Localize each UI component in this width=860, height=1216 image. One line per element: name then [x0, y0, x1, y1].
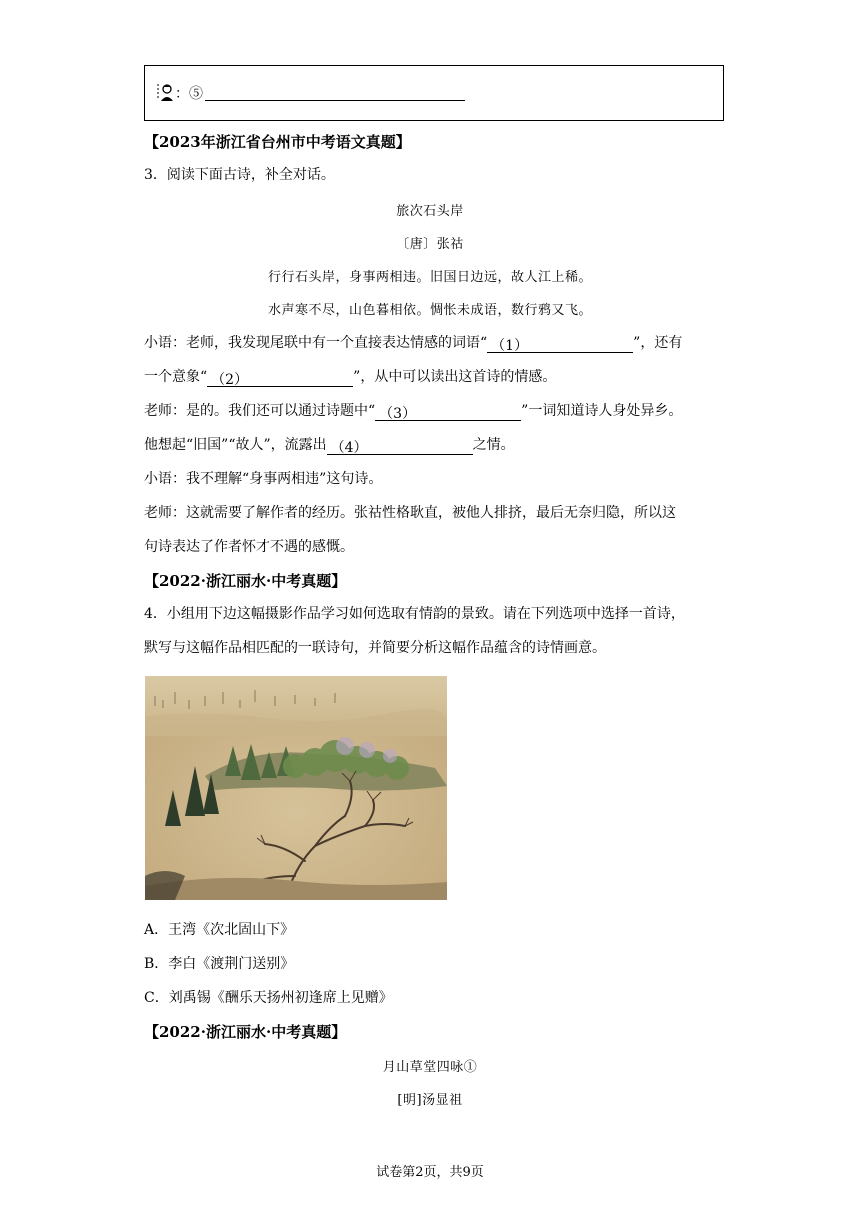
q3-prompt: 3．阅读下面古诗，补全对话。 [144, 167, 335, 183]
page-footer: 试卷第2页，共9页 [376, 1165, 484, 1180]
dialogue-line-7: 句诗表达了作者怀才不遇的感慨。 [144, 539, 354, 555]
dialogue-text: 之情。 [472, 437, 515, 453]
dialogue-text: ”，从中可以读出这首诗的情感。 [353, 369, 557, 385]
dialogue-line-2 [144, 367, 556, 387]
dialogue-line-3 [144, 401, 682, 421]
dialogue-line-6: 老师：这就需要了解作者的经历。张祜性格耿直，被他人排挤，最后无奈归隐，所以这 [144, 505, 676, 521]
blank-2[interactable]: （2） [207, 370, 353, 387]
answer-prefix: ：⑤ [175, 86, 203, 102]
q3-source-heading: 【2023年浙江省台州市中考语文真题】 [144, 133, 411, 151]
option-b: B．李白《渡荆门送别》 [144, 956, 295, 972]
q5-source-heading: 【2022·浙江丽水·中考真题】 [144, 1023, 347, 1041]
answer-box [144, 65, 724, 121]
poem-line-2: 水声寒不尽，山色暮相依。惆怅未成语，数行鸦又飞。 [267, 303, 592, 318]
dialogue-line-4 [144, 435, 515, 455]
answer-blank-5[interactable] [205, 100, 465, 101]
dialogue-text: 老师：是的。我们还可以通过诗题中“ [144, 403, 376, 419]
poem-line-1: 行行石头岸，身事两相违。旧国日边远，故人江上稀。 [267, 270, 592, 285]
dialogue-text: 一个意象“ [144, 369, 208, 385]
poem-title: 旅次石头岸 [396, 204, 464, 219]
option-a: A．王湾《次北固山下》 [144, 922, 295, 938]
blank-3[interactable]: （3） [375, 404, 521, 421]
q5-poem-title: 月山草堂四咏① [382, 1060, 478, 1075]
q5-poem-author: [明]汤显祖 [397, 1093, 463, 1108]
dialogue-text: ”，还有 [633, 335, 683, 351]
student-avatar-icon [157, 82, 175, 102]
dialogue-text: 他想起“旧国”“故人”，流露出 [144, 437, 327, 453]
q4-prompt-line-1: 4．小组用下边这幅摄影作品学习如何选取有情韵的景致。请在下列选项中选择一首诗， [144, 606, 685, 622]
poem-author: 〔唐〕张祜 [396, 237, 464, 252]
dialogue-text: ”一词知道诗人身处异乡。 [521, 403, 683, 419]
blank-1[interactable]: （1） [487, 336, 633, 353]
option-c: C．刘禹锡《酬乐天扬州初逢席上见赠》 [144, 990, 393, 1006]
q4-prompt-line-2: 默写与这幅作品相匹配的一联诗句，并简要分析这幅作品蕴含的诗情画意。 [144, 640, 606, 656]
landscape-painting [145, 676, 447, 900]
dialogue-text: 小语：老师，我发现尾联中有一个直接表达情感的词语“ [144, 335, 488, 351]
landscape-painting-svg [145, 676, 447, 900]
dialogue-line-1 [144, 333, 682, 353]
q4-source-heading: 【2022·浙江丽水·中考真题】 [144, 572, 347, 590]
blank-4[interactable]: （4） [327, 438, 473, 455]
dialogue-line-5: 小语：我不理解“身事两相违”这句诗。 [144, 471, 383, 487]
